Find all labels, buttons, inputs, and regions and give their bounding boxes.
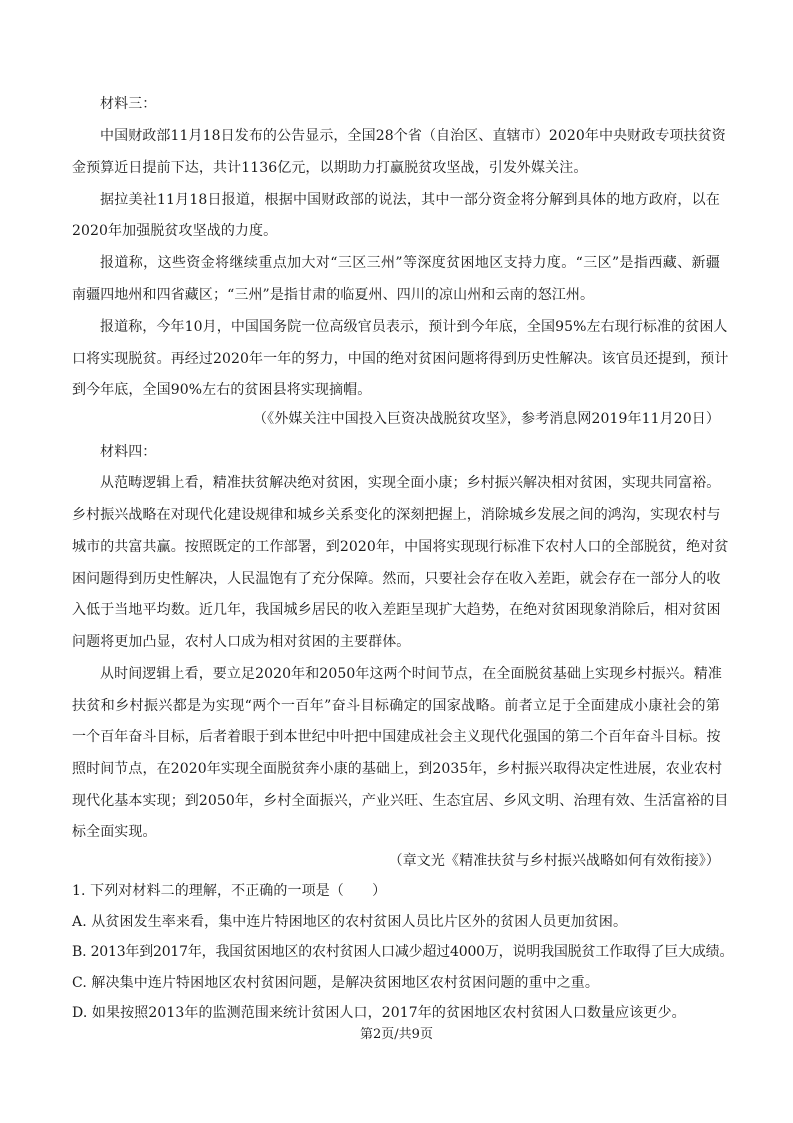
material3-line-8: 口将实现脱贫。再经过2020年一年的努力，中国的绝对贫困问题将得到历史性解决。该官员还提到，预计 <box>72 351 729 367</box>
material4-line-5: 入低于当地平均数。近几年，我国城乡居民的收入差距呈现扩大趋势，在绝对贫困现象消除后，相对贫困 <box>72 602 721 618</box>
material3-source: （《外媒关注中国投入巨资决战脱贫攻坚》，参考消息网2019年11月20日） <box>253 411 720 427</box>
material4-line-6: 问题将更加凸显，农村人口成为相对贫困的主要群体。 <box>72 634 411 650</box>
page-number: 第2页/共9页 <box>360 1027 433 1042</box>
material4-line-2: 乡村振兴战略在对现代化建设规律和城乡关系变化的深刻把握上，消除城乡发展之间的鸿沟，实现农村与 <box>72 507 721 523</box>
material4-line-4: 困问题得到历史性解决，人民温饱有了充分保障。然而，只要社会存在收入差距，就会存在一部分人的收 <box>72 571 721 587</box>
material4-line-10: 照时间节点，在2020年实现全面脱贫奔小康的基础上，到2035年，乡村振兴取得决定性进展，农业农村 <box>72 761 723 777</box>
material3-line-2: 金预算近日提前下达，共计1136亿元，以期助力打赢脱贫攻坚战，引发外媒关注。 <box>72 160 588 176</box>
material4-line-8: 扶贫和乡村振兴都是为实现“两个一百年”奋斗目标确定的国家战略。前者立足于全面建成小康社会的第 <box>72 698 720 714</box>
question-stem: 1. 下列对材料二的理解，不正确的一项是（ ） <box>72 883 387 899</box>
material3-line-5: 报道称，这些资金将继续重点加大对“三区三州”等深度贫困地区支持力度。“三区”是指西藏、新疆 <box>100 255 720 271</box>
option-d: D. 如果按照2013年的监测范围来统计贫困人口，2017年的贫困地区农村贫困人口数量应该更少。 <box>72 1005 686 1021</box>
material3-line-1: 中国财政部11月18日发布的公告显示，全国28个省（自治区、直辖市）2020年中央财政专项扶贫资 <box>100 128 726 144</box>
material4-line-1: 从范畴逻辑上看，精准扶贫解决绝对贫困，实现全面小康；乡村振兴解决相对贫困，实现共同富裕。 <box>100 475 721 491</box>
option-c: C. 解决集中连片特困地区农村贫困问题，是解决贫困地区农村贫困问题的重中之重。 <box>72 975 600 991</box>
material4-line-7: 从时间逻辑上看，要立足2020年和2050年这两个时间节点，在全面脱贫基础上实现乡村振兴。精准 <box>100 666 722 682</box>
option-a: A. 从贫困发生率来看，集中连片特困地区的农村贫困人员比片区外的贫困人员更加贫困。 <box>72 914 628 930</box>
material4-heading: 材料四： <box>100 444 157 460</box>
material4-source: （章文光《精准扶贫与乡村振兴战略如何有效衔接》） <box>388 853 720 869</box>
material3-line-6: 南疆四地州和四省藏区；“三州”是指甘肃的临夏州、四川的凉山州和云南的怒江州。 <box>72 287 595 303</box>
material3-line-7: 报道称，今年10月，中国国务院一位高级官员表示，预计到今年底，全国95%左右现行标准的贫困人 <box>100 319 728 335</box>
material3-line-4: 2020年加强脱贫攻坚战的力度。 <box>72 223 278 239</box>
material4-line-9: 一个百年奋斗目标，后者着眼于到本世纪中叶把中国建成社会主义现代化强国的第二个百年奋斗目标。按 <box>72 729 721 745</box>
option-b: B. 2013年到2017年，我国贫困地区的农村贫困人口减少超过4000万，说明我国脱贫工作取得了巨大成绩。 <box>72 944 734 960</box>
material3-heading: 材料三： <box>100 96 157 112</box>
material4-line-12: 标全面实现。 <box>72 824 157 840</box>
material3-line-9: 到今年底，全国90%左右的贫困县将实现摘帽。 <box>72 382 372 398</box>
material3-line-3: 据拉美社11月18日报道，根据中国财政部的说法，其中一部分资金将分解到具体的地方政府，以在 <box>100 192 720 208</box>
material4-line-11: 现代化基本实现；到2050年，乡村全面振兴，产业兴旺、生态宜居、乡风文明、治理有效、生活富裕的目 <box>72 793 729 809</box>
material4-line-3: 城市的共富共赢。按照既定的工作部署，到2020年，中国将实现现行标准下农村人口的全部脱贫，绝对贫 <box>72 539 729 555</box>
